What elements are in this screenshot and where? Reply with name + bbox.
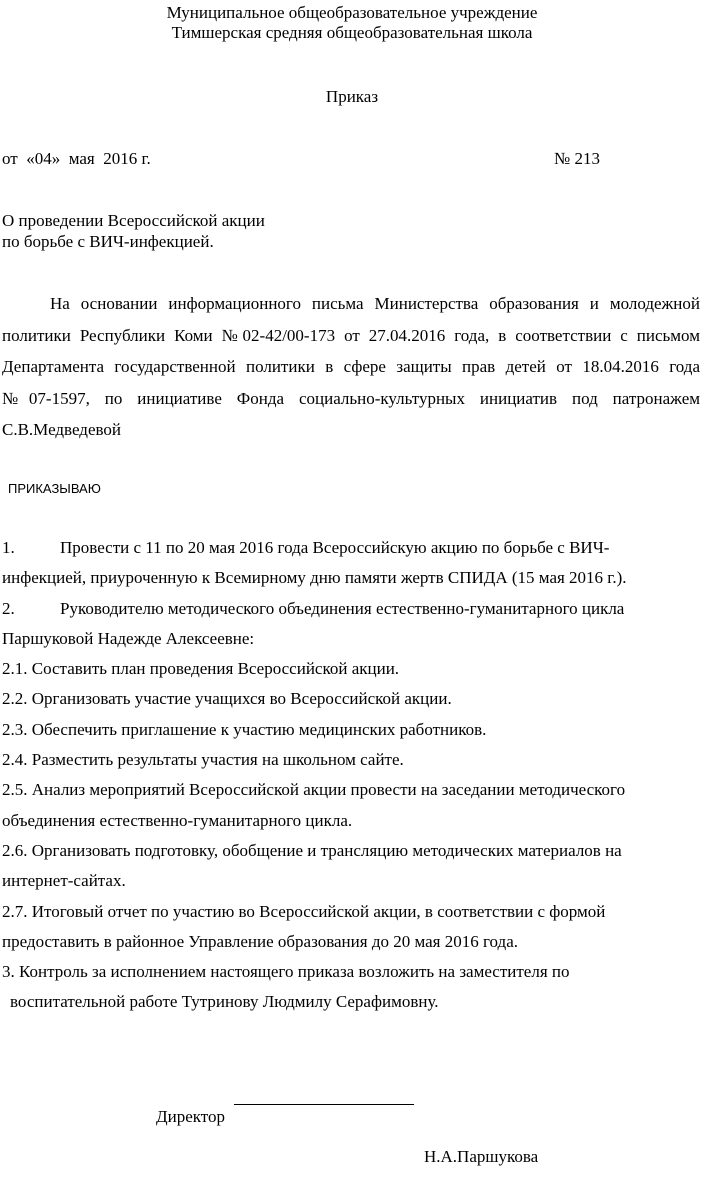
institution-name-line1: Муниципальное общеобразовательное учреждение [166,3,538,22]
item-2-5-line2: объединения естественно-гуманитарного цикла. [2,810,353,830]
order-number: № 213 [554,149,600,168]
order-items [2,533,702,1018]
basis-text: На основании информационного письма Министерства образования и молодежной [50,294,700,313]
order-date: от «04» мая 2016 г. [2,149,151,168]
item-2-7-line1: 2.7. Итоговый отчет по участию во Всероссийской акции, в соответствии с формой [2,901,606,921]
item-3-line1: 3. Контроль за исполнением настоящего приказа возложить на заместителя по [2,962,570,982]
item-1-text: Провести с 11 по 20 мая 2016 года Всероссийскую акцию по борьбе с ВИЧ- [60,538,610,557]
basis-line: №07-1597, по инициативе Фонда социально-культурных инициатив под патронажем [2,388,700,408]
item-2-1: 2.1. Составить план проведения Всероссийской акции. [2,659,400,679]
signature-role: Директор [156,1107,225,1126]
subject-line2: по борьбе с ВИЧ-инфекцией. [2,232,214,251]
item-1-number: 1. [2,538,15,557]
order-word: ПРИКАЗЫВАЮ [8,481,101,496]
institution-header [0,3,704,43]
item-2-6-line1: 2.6. Организовать подготовку, обобщение и трансляцию методических материалов на [2,840,622,860]
signature-block [0,1087,704,1187]
item-3-line2: воспитательной работе Тутринову Людмилу Серафимовну. [10,992,439,1012]
basis-line: Департамента государственной политики в сфере защиты прав детей от 18.04.2016 года [2,357,700,376]
document-title: Приказ [325,87,379,106]
item-1-line2: инфекцией, приуроченную к Всемирному дню памяти жертв СПИДА (15 мая 2016 г.). [2,568,627,588]
item-2-line1 [2,594,702,624]
signature-line [234,1104,414,1105]
basis-line: С.В.Медведевой [2,420,121,439]
order-subject [2,210,265,252]
item-2-7-line2: предоставить в районное Управление образования до 20 мая 2016 года. [2,931,518,951]
institution-name-line2: Тимшерская средняя общеобразовательная школа [171,23,533,42]
item-2-number: 2. [2,598,15,618]
item-2-6-line2: интернет-сайтах. [2,871,126,891]
item-2-2: 2.2. Организовать участие учащихся во Всероссийской акции. [2,689,452,709]
subject-line1: О проведении Всероссийской акции [2,211,265,230]
basis-line: политики Республики Коми №02-42/00-173 от 27.04.2016 года, в соответствии с письмом [2,325,700,345]
item-1-line1 [2,533,702,563]
item-2-line2: Паршуковой Надежде Алексеевне: [2,628,255,648]
item-2-4: 2.4. Разместить результаты участия на школьном сайте. [2,750,404,770]
signature-name: Н.А.Паршукова [424,1147,539,1166]
item-2-5-line1: 2.5. Анализ мероприятий Всероссийской акции провести на заседании методического [2,780,626,800]
basis-paragraph [2,288,700,446]
basis-line [2,288,700,320]
item-2-text: Руководителю методического объединения естественно-гуманитарного цикла [60,598,625,618]
item-2-3: 2.3. Обеспечить приглашение к участию медицинских работников. [2,719,487,739]
